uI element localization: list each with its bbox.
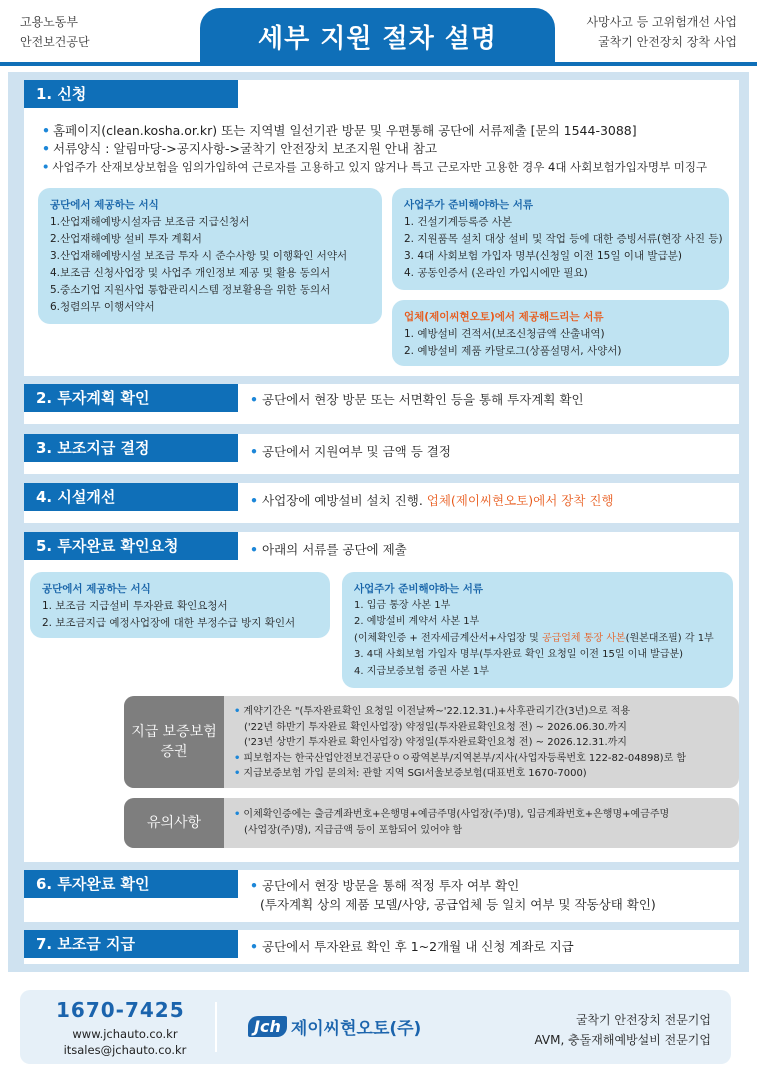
section-text: • 공단에서 지원여부 및 금액 등 결정 bbox=[250, 444, 451, 459]
notice-label: 유의사항 bbox=[124, 798, 224, 848]
program-line-1: 사망사고 등 고위험개선 사업 bbox=[586, 15, 737, 29]
section-text: • 공단에서 현장 방문을 통해 적정 투자 여부 확인 (투자계획 상의 제품 모델/사양, 공급업체 등 일치 여부 및 작동상태 확인) bbox=[250, 878, 656, 912]
org-agency: 안전보건공단 bbox=[20, 35, 90, 49]
section-title: 3. 보조지급 결정 bbox=[24, 434, 238, 462]
box-agency-forms bbox=[38, 188, 382, 324]
footer bbox=[20, 990, 731, 1064]
section-title: 7. 보조금 지급 bbox=[24, 930, 238, 958]
list-item: 4. 공동인증서 (온라인 가입시에만 필요) bbox=[404, 267, 588, 279]
list-item: 2. 보조금지급 예정사업장에 대한 부정수급 방지 확인서 bbox=[42, 617, 296, 629]
company-name: 제이씨현오토(주) bbox=[290, 1019, 422, 1039]
list-item: 1.산업재해예방시설자금 보조금 지급신청서 bbox=[50, 216, 250, 228]
phone-number: 1670-7425 bbox=[56, 998, 185, 1022]
guarantee-label: 지급 보증보험 증권 bbox=[124, 696, 224, 788]
contact-info bbox=[50, 1026, 200, 1058]
list-item: 5.중소기업 지원사업 통합관리시스템 정보활용을 위한 동의서 bbox=[50, 284, 331, 296]
section-subsidy-decision bbox=[24, 434, 739, 474]
list-item: 1. 보조금 지급설비 투자완료 확인요청서 bbox=[42, 600, 228, 612]
list-item: (이체확인증 + 전자세금계산서+사업장 및 공급업체 통장 사본(원본대조필) 각 1부 bbox=[354, 632, 714, 644]
header-program bbox=[586, 12, 737, 52]
section-title: 2. 투자계획 확인 bbox=[24, 384, 238, 412]
list-item: 1. 건설기계등록증 사본 bbox=[404, 216, 512, 228]
section-text: • 아래의 서류를 공단에 제출 bbox=[250, 542, 407, 557]
highlight-text: 업체(제이씨현오토)에서 장착 진행 bbox=[426, 493, 614, 508]
email-link[interactable]: itsales@jchauto.co.kr bbox=[63, 1043, 187, 1057]
list-item: (사업장(주)명), 지급금액 등이 포함되어 있어야 함 bbox=[244, 824, 463, 836]
box-title: 사업주가 준비해야하는 서류 bbox=[404, 199, 534, 211]
list-item: 3.산업재해예방시설 보조금 투자 시 준수사항 및 이행확인 서약서 bbox=[50, 250, 348, 262]
list-item: • 계약기간은 "(투자완료확인 요청일 이전날짜~'22.12.31.)+사후관리기간(3년)으로 적용 bbox=[234, 706, 631, 717]
section-completion-request bbox=[24, 532, 739, 862]
website-link[interactable]: www.jchauto.co.kr bbox=[72, 1027, 178, 1041]
list-item: 4.보조금 신청사업장 및 사업주 개인정보 제공 및 활용 동의서 bbox=[50, 267, 331, 279]
program-line-2: 굴착기 안전장치 장착 사업 bbox=[598, 35, 737, 49]
box-title: 공단에서 제공하는 서식 bbox=[42, 583, 151, 595]
box-employer-docs bbox=[342, 572, 733, 688]
box-agency-forms bbox=[30, 572, 330, 638]
desc-line-1: 굴착기 안전장치 전문기업 bbox=[575, 1013, 711, 1027]
list-item: 3. 4대 사회보험 가입자 명부(투자완료 확인 요청일 이전 15일 이내 발급분) bbox=[354, 649, 684, 660]
section-text: • 공단에서 현장 방문 또는 서면확인 등을 통해 투자계획 확인 bbox=[250, 392, 584, 407]
header-divider bbox=[0, 62, 757, 66]
section-text: • 사업장에 예방설비 설치 진행. 업체(제이씨현오토)에서 장착 진행 bbox=[250, 493, 614, 508]
list-item: ('22년 하반기 투자완료 확인사업장) 약정일(투자완료확인요청 전) ~ 2026.06.30.까지 bbox=[244, 721, 627, 733]
section-plan-check bbox=[24, 384, 739, 424]
list-item: 2. 지원품목 설치 대상 설비 및 작업 등에 대한 증빙서류(현장 사진 등) bbox=[404, 233, 723, 245]
section-title: 1. 신청 bbox=[24, 80, 238, 108]
box-title: 사업주가 준비해야하는 서류 bbox=[354, 583, 484, 595]
notice-box bbox=[124, 798, 739, 848]
section-text: • 공단에서 투자완료 확인 후 1~2개월 내 신청 계좌로 지급 bbox=[250, 939, 574, 954]
section-apply bbox=[24, 80, 739, 376]
list-item: • 이체확인증에는 출금계좌번호+은행명+예금주명(사업장(주)명), 입금계좌번호+은행명+예금주명 bbox=[234, 809, 670, 820]
list-item: • 홈페이지(clean.kosha.or.kr) 또는 지역별 일선기관 방문 및 우편통해 공단에 서류제출 [문의 1544-3088] bbox=[42, 123, 637, 138]
list-item: 1. 입금 통장 사본 1부 bbox=[354, 599, 451, 611]
list-item: • 사업주가 산재보상보험을 임의가입하여 근로자를 고용하고 있지 않거나 특고 근로자만 고용한 경우 4대 사회보험가입자명부 미징구 bbox=[42, 160, 708, 174]
footer-divider bbox=[215, 1002, 217, 1052]
notice-details bbox=[234, 807, 669, 838]
section-facility-improve bbox=[24, 483, 739, 523]
section-subsidy-payment bbox=[24, 930, 739, 964]
logo-mark: Jch bbox=[248, 1016, 287, 1037]
box-vendor-docs bbox=[392, 300, 729, 366]
page-title: 세부 지원 절차 설명 bbox=[200, 8, 555, 64]
list-item: • 서류양식 : 알림마당->공지사항->굴착기 안전장치 보조지원 안내 참고 bbox=[42, 141, 438, 156]
list-item: 3. 4대 사회보험 가입자 명부(신청일 이전 15일 이내 발급분) bbox=[404, 250, 682, 262]
section-title: 6. 투자완료 확인 bbox=[24, 870, 238, 898]
section-completion-check bbox=[24, 870, 739, 922]
list-item: 1. 예방설비 견적서(보조신청금액 산출내역) bbox=[404, 328, 605, 340]
box-title: 공단에서 제공하는 서식 bbox=[50, 199, 159, 211]
apply-bullets bbox=[42, 122, 707, 176]
list-item: 4. 지급보증보험 증권 사본 1부 bbox=[354, 665, 489, 677]
list-item: 2. 예방설비 계약서 사본 1부 bbox=[354, 616, 480, 627]
list-item: ('23년 상반기 투자완료 확인사업장) 약정일(투자완료확인요청 전) ~ 2026.12.31.까지 bbox=[244, 737, 627, 748]
section-title: 5. 투자완료 확인요청 bbox=[24, 532, 238, 560]
list-item: 2.산업재해예방 설비 투자 계획서 bbox=[50, 233, 202, 245]
desc-line-2: AVM, 충돌재해예방설비 전문기업 bbox=[534, 1033, 711, 1047]
org-ministry: 고용노동부 bbox=[20, 15, 78, 29]
company-logo bbox=[248, 1014, 421, 1039]
procedure-panel bbox=[8, 72, 749, 972]
header-org bbox=[20, 12, 90, 52]
list-item: • 피보험자는 한국산업안전보건공단ㅇㅇ광역본부/지역본부/지사(사업자등록번호 122-82-04898)로 함 bbox=[234, 752, 687, 764]
list-item: • 지급보증보험 가입 문의처: 관할 지역 SGI서울보증보험(대표번호 1670-7000) bbox=[234, 768, 587, 779]
box-employer-docs bbox=[392, 188, 729, 290]
list-item: 6.청렴의무 이행서약서 bbox=[50, 301, 155, 313]
guarantee-insurance-box bbox=[124, 696, 739, 788]
guarantee-details bbox=[234, 704, 686, 782]
section-title: 4. 시설개선 bbox=[24, 483, 238, 511]
box-title: 업체(제이씨현오토)에서 제공해드리는 서류 bbox=[404, 311, 604, 323]
list-item: 2. 예방설비 제품 카탈로그(상품설명서, 사양서) bbox=[404, 345, 622, 357]
company-desc bbox=[534, 1010, 711, 1050]
